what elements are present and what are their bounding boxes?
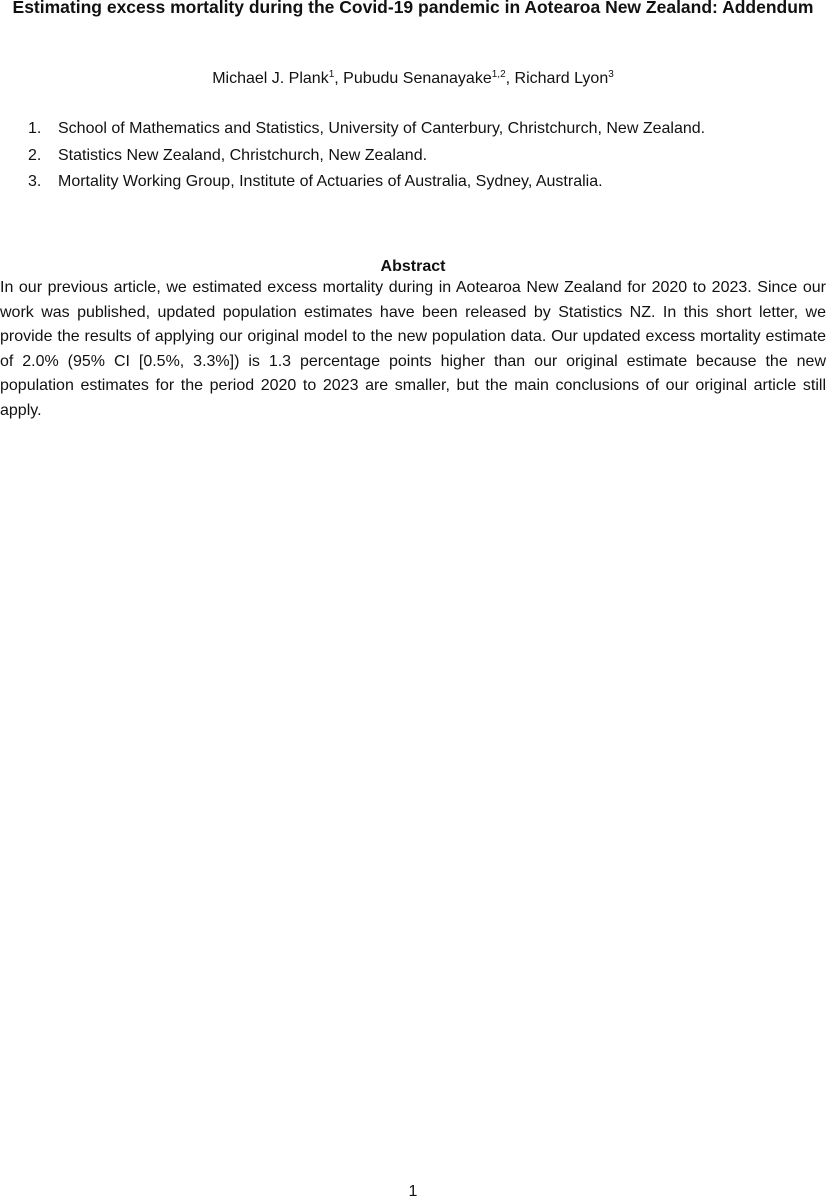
affiliation: 2. Statistics New Zealand, Christchurch, New Zealand. [28, 146, 428, 164]
paper-title: Estimating excess mortality during the Covid-19 pandemic in Aotearoa New Zealand: Addendum [12, 0, 814, 17]
author: Michael J. Plank$^1$, [212, 69, 344, 87]
affiliation-list [28, 117, 705, 197]
affiliation: 1. School of Mathematics and Statistics, University of Canterbury, Christchurch, New Zealand. [28, 120, 706, 137]
author: Richard Lyon$^3$ [514, 69, 614, 87]
page-number: 1 [408, 1183, 418, 1200]
author-list [0, 70, 826, 88]
abstract-heading: Abstract [380, 258, 446, 275]
abstract-text: In our previous article, we estimated excess mortality during in Aotearoa New Zealand for 2020 to 2023. Since our work was published, updated population estimates have been released by Statistics NZ. In this short letter, we provide the results of applying our original model to the new population data. Our updated excess mortality estimate of 2.0% (95% CI [0.5%, 3.3%]) is 1.3 percentage points higher than our original estimate because the new population estimates for the period 2020 to 2023 are smaller, but the main conclusions of our original article still apply. [0, 279, 826, 419]
author: Pubudu Senanayake$^{1,2}$, [343, 69, 515, 87]
affiliation: 3. Mortality Working Group, Institute of Actuaries of Australia, Sydney, Australia. [28, 173, 603, 190]
